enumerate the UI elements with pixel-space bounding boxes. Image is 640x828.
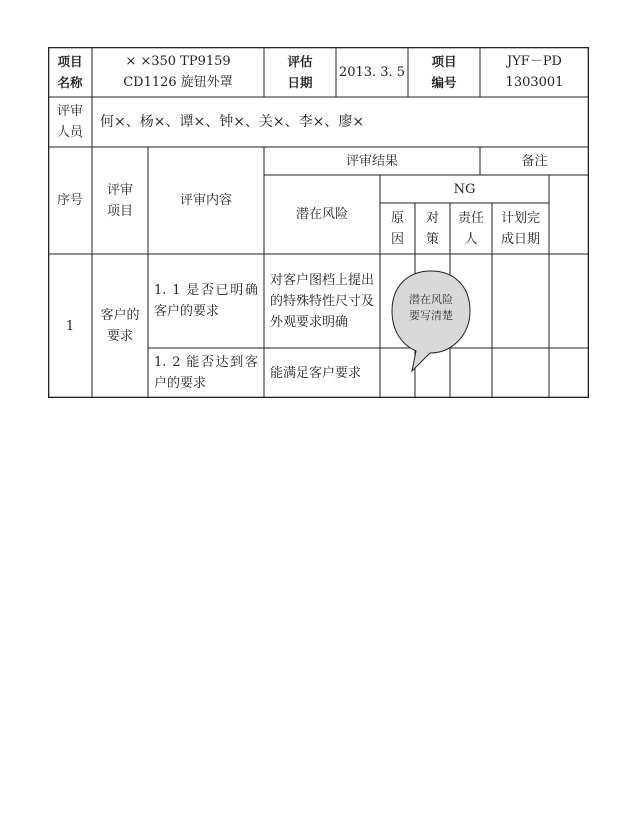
eval-date-label: 评估 日期 [287,54,313,90]
project-name-value: × ×350 TP9159 CD1126 旋钮外罩 [123,54,233,90]
col-plan-date: 计划完 成日期 [500,210,540,247]
col-countermeasure: 对 策 [425,210,439,247]
col-seq: 序号 [56,193,83,208]
project-no-value: JYF－PD 1303001 [505,54,564,90]
col-responsible: 责任 人 [457,210,484,247]
col-cause: 原 因 [390,210,404,247]
row-1-item: 客户的 要求 [100,308,140,344]
row-1-2-content: 1. 2 能否达到客户的要求 [154,355,258,391]
reviewers-value: 何×、杨×、谭×、钟×、关×、李×、廖× [100,113,365,130]
col-review-content: 评审内容 [179,193,232,208]
row-1-seq: 1 [65,318,75,334]
col-review-item: 评审 项目 [106,182,133,219]
col-review-result: 评审结果 [345,153,398,169]
project-no-label: 项目 编号 [431,54,457,90]
reviewers-label: 评审 人员 [56,104,83,140]
col-remark: 备注 [521,153,548,169]
project-name-label: 项目 名称 [57,54,83,90]
review-form [48,47,589,398]
row-1-2-risk: 能满足客户要求 [270,365,362,381]
col-potential-risk: 潜在风险 [295,207,348,222]
col-ng: NG [453,181,476,197]
callout-text: 潜在风险 要写清楚 [409,293,453,322]
row-1-1-risk: 对客户图档上提出的特殊特性尺寸及外观要求明确 [270,272,375,330]
eval-date-value: 2013. 3. 5 [338,64,406,80]
row-1-1-content: 1. 1 是否已明确客户的要求 [154,283,258,319]
